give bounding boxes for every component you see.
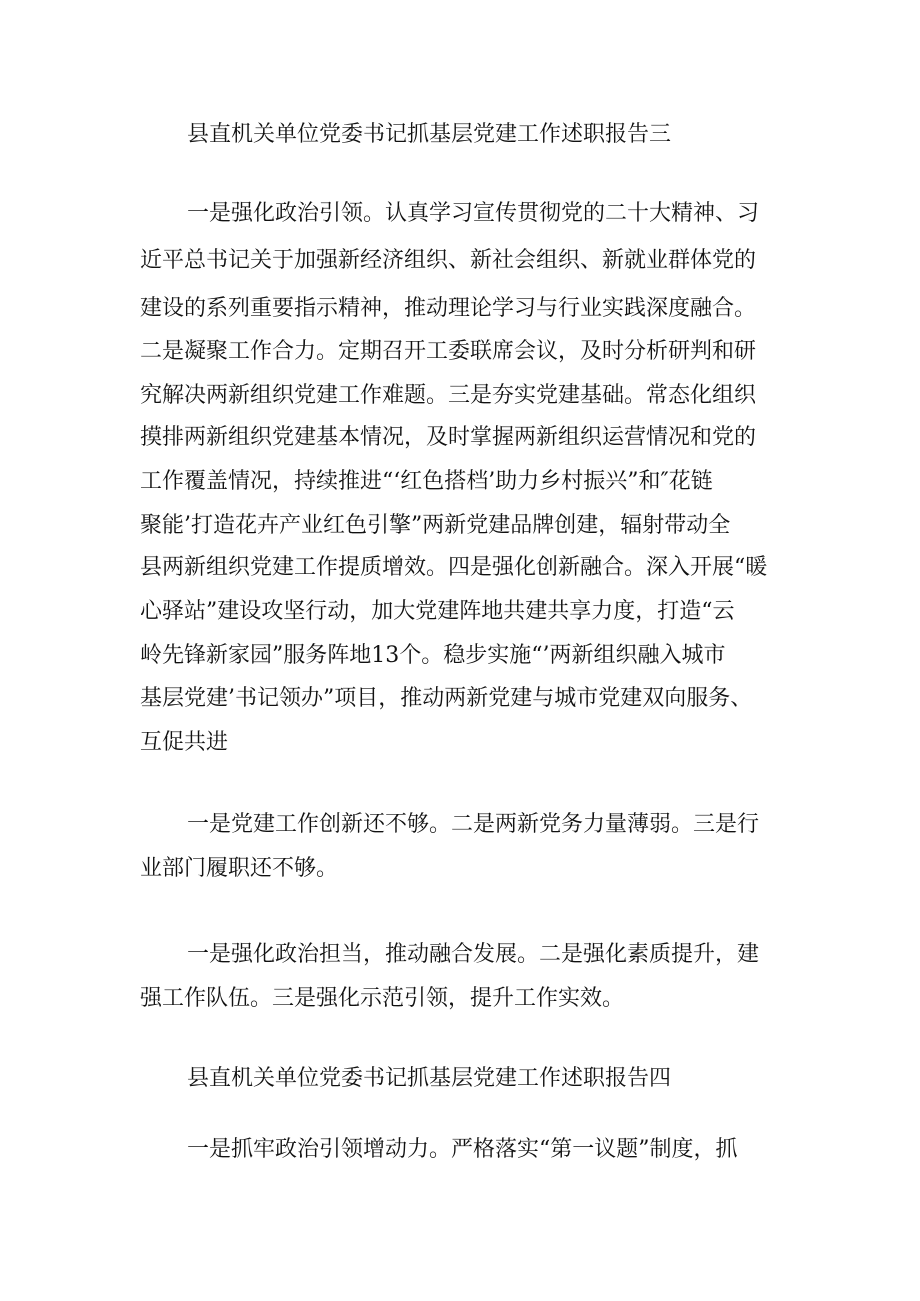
paragraph-line: 究解决两新组织党建工作难题。三是夯实党建基础。常态化组织 (140, 383, 757, 408)
paragraph-line: 二是凝聚工作合力。定期召开工委联席会议，及时分析研判和研 (140, 339, 757, 364)
paragraph-line: 岭先锋新家园”服务阵地13个。稳步实施“’两新组织融入城市 (140, 643, 726, 668)
paragraph-line: 强工作队伍。三是强化示范引领，提升工作实效。 (140, 986, 625, 1011)
paragraph-line: 工作覆盖情况，持续推进“‘红色搭档’助力乡村振兴”和″花链 (140, 469, 713, 494)
paragraph-line: 建设的系列重要指示精神，推动理论学习与行业实践深度融合。 (140, 296, 757, 321)
paragraph-line: 县两新组织党建工作提质增效。四是强化创新融合。深入开展“暖 (140, 555, 768, 580)
paragraph-line: 一是强化政治引领。认真学习宣传贯彻党的二十大精神、习 (187, 201, 760, 226)
paragraph-line: 互促共进 (140, 730, 229, 755)
paragraph-line: 近平总书记关于加强新经济组织、新社会组织、新就业群体党的 (140, 248, 757, 273)
paragraph-line: 一是党建工作创新还不够。二是两新党务力量薄弱。三是行 (187, 812, 760, 837)
paragraph-line: 摸排两新组织党建基本情况，及时掌握两新组织运营情况和党的 (140, 425, 757, 450)
report-title-4: 县直机关单位党委书记抓基层党建工作述职报告四 (187, 1066, 672, 1091)
paragraph-line: 基层党建’书记领办”项目，推动两新党建与城市党建双向服务、 (140, 686, 753, 711)
paragraph-line: 心驿站”建设攻坚行动，加大党建阵地共建共享力度，打造“云 (140, 599, 735, 624)
report-title-3: 县直机关单位党委书记抓基层党建工作述职报告三 (187, 122, 672, 147)
paragraph-line: 聚能’打造花卉产业红色引擎”两新党建品牌创建，辐射带动全 (140, 513, 731, 538)
paragraph-line: 业部门履职还不够。 (140, 856, 339, 881)
paragraph-line: 一是强化政治担当，推动融合发展。二是强化素质提升，建 (187, 942, 760, 967)
paragraph-line: 一是抓牢政治引领增动力。严格落实“第一议题”制度，抓 (187, 1137, 738, 1162)
